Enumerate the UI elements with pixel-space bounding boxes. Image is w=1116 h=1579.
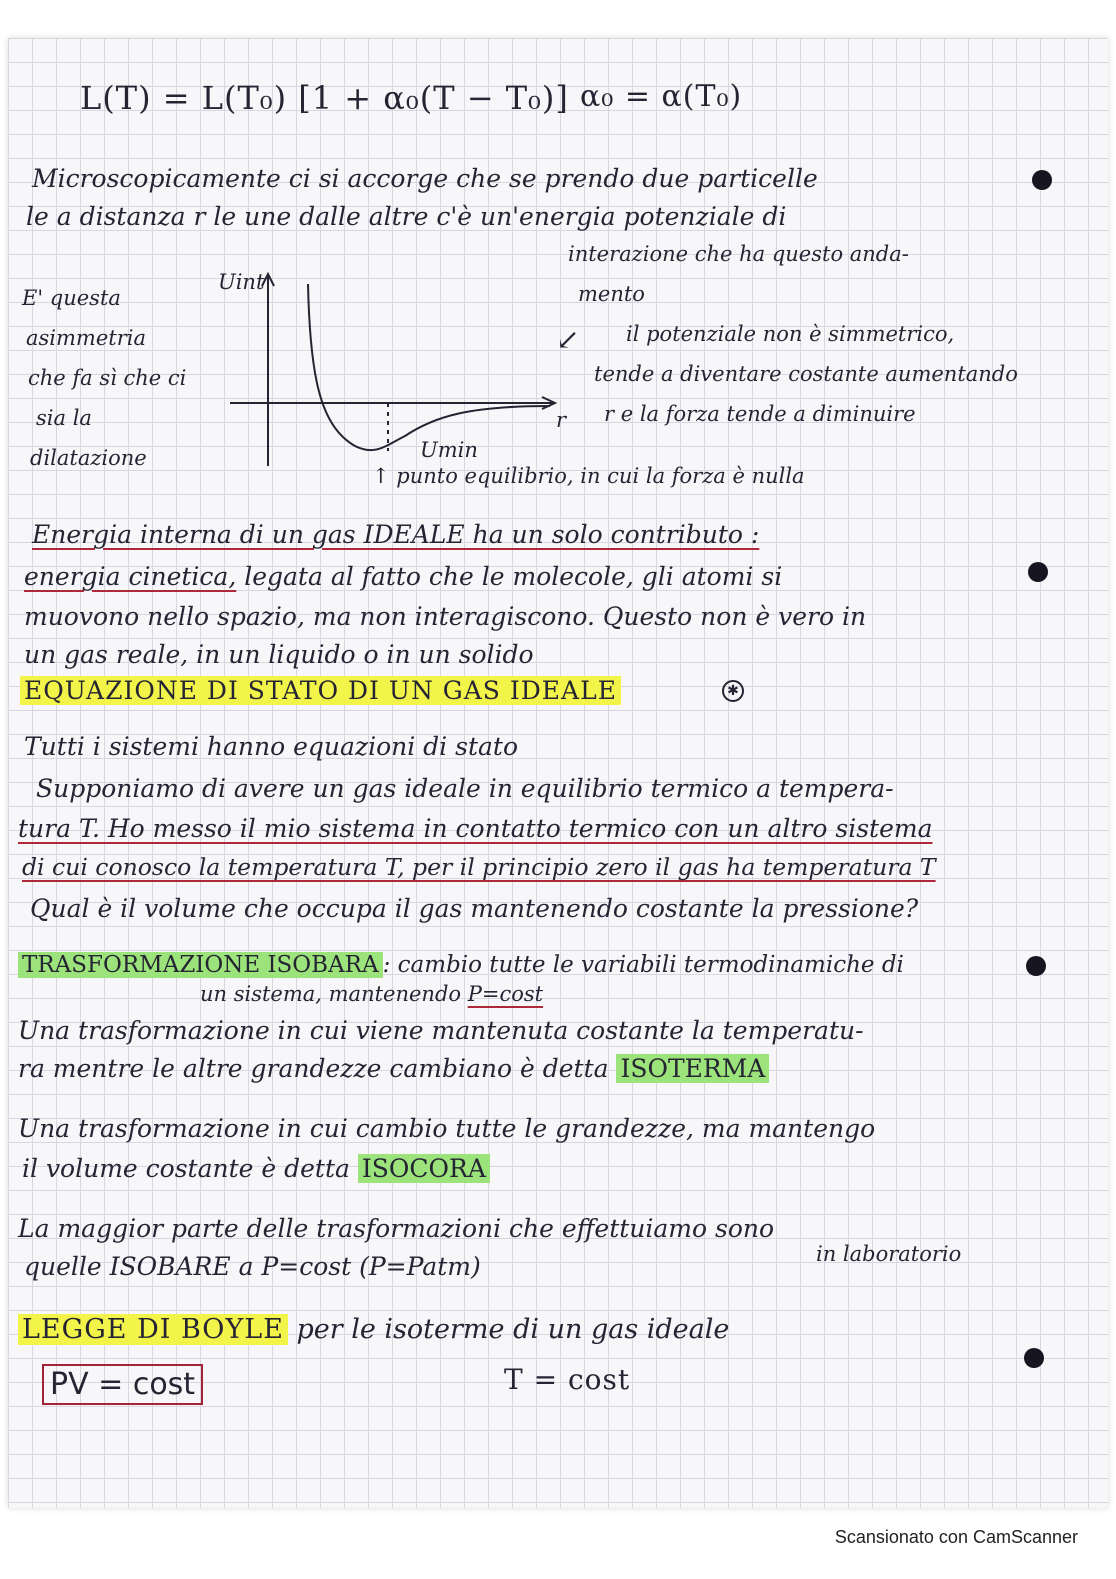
isocora-line1: Una trasformazione in cui cambio tutte le grandezze, ma mantengo [18,1114,876,1143]
boyle-t-cost: T = cost [504,1363,631,1396]
p2-line1: Energia interna di un gas IDEALE ha un solo contributo : [32,520,760,549]
p1-line3: interazione che ha questo anda- [568,242,909,266]
left-note-4: sia la [36,406,92,430]
bullet-dot-icon [1026,956,1046,976]
isocora-text: il volume costante è detta [22,1154,350,1183]
isobara-label: TRASFORMAZIONE ISOBARA [18,952,383,978]
p1-line4: mento [578,282,645,306]
isobara-p-cost: P=cost [467,982,544,1006]
heading-equation-of-state: EQUAZIONE DI STATO DI UN GAS IDEALE [20,678,621,703]
notebook-page [8,38,1108,1508]
p1-line2: le a distanza r le une dalle altre c'è un'energia potenziale di [26,202,787,231]
p3-line1: Tutti i sistemi hanno equazioni di stato [24,732,518,761]
isobara-line2 [200,984,543,1005]
isobara-text2: un sistema, mantenendo [200,982,468,1006]
p2-line2-underlined: energia cinetica, [24,562,237,591]
formula-alpha: α₀ = α(T₀) [580,79,743,114]
isoterma-line2 [18,1056,769,1081]
p3-line2: Supponiamo di avere un gas ideale in equilibrio termico a tempera- [36,774,894,803]
graph-y-label: Uint [218,270,265,294]
bullet-dot-icon [1024,1348,1044,1368]
left-note-2: asimmetria [26,326,146,350]
boyle-heading-line [18,1316,729,1343]
star-circle-icon: ✱ [722,680,744,702]
lab-line1: La maggior parte delle trasformazioni che effettuiamo sono [18,1214,775,1243]
arrow-down-left-icon: ↙ [556,323,580,356]
boyle-text: per le isoterme di un gas ideale [287,1314,730,1345]
boyle-label: LEGGE DI BOYLE [18,1314,288,1345]
scanner-footer: Scansionato con CamScanner [834,1527,1078,1547]
left-note-1: E' questa [22,286,121,310]
isoterma-text: ra mentre le altre grandezze cambiano è detta [18,1054,609,1083]
lab-line2-right: in laboratorio [816,1242,962,1266]
p3-line3: tura T. Ho messo il mio sistema in contatto termico con un altro sistema [18,814,933,843]
right-note-2: tende a diventare costante aumentando [594,362,1018,386]
p3-line4: di cui conosco la temperatura T, per il principio zero il gas ha temperatura T [22,853,936,881]
boyle-formula-box: PV = cost [42,1364,203,1405]
bullet-dot-icon [1028,562,1048,582]
isobara-text1: : cambio tutte le variabili termodinamiche di [382,952,904,978]
p2-line2-rest: legata al fatto che le molecole, gli atomi si [236,562,783,591]
right-note-3: r e la forza tende a diminuire [604,402,916,426]
left-note-5: dilatazione [30,446,147,470]
potential-curve [308,284,550,450]
isocora-line2 [22,1156,490,1181]
graph-min-label: Umin [420,438,478,462]
right-note-1: il potenziale non è simmetrico, [626,322,955,346]
isoterma-label: ISOTERMA [616,1054,769,1083]
formula-thermal-expansion: L(T) = L(T₀) [1 + α₀(T − T₀)] [80,79,569,117]
isobara-line1 [18,954,904,977]
potential-energy-graph [220,266,570,496]
bullet-dot-icon [1032,170,1052,190]
isocora-label: ISOCORA [358,1154,490,1183]
equilibrium-note: ↑ punto equilibrio, in cui la forza è nulla [372,464,805,488]
graph-x-label: r [556,408,567,432]
p2-line3: muovono nello spazio, ma non interagiscono. Questo non è vero in [24,602,867,631]
p3-line5: Qual è il volume che occupa il gas mantenendo costante la pressione? [30,894,919,923]
lab-line2: quelle ISOBARE a P=cost (P=Patm) [24,1252,481,1281]
p2-line4: un gas reale, in un liquido o in un solido [24,640,534,669]
p1-line1: Microscopicamente ci si accorge che se prendo due particelle [32,164,818,193]
p2-line2 [24,564,782,589]
left-note-3: che fa sì che ci [28,366,187,390]
isoterma-line1: Una trasformazione in cui viene mantenuta costante la temperatu- [18,1016,864,1045]
